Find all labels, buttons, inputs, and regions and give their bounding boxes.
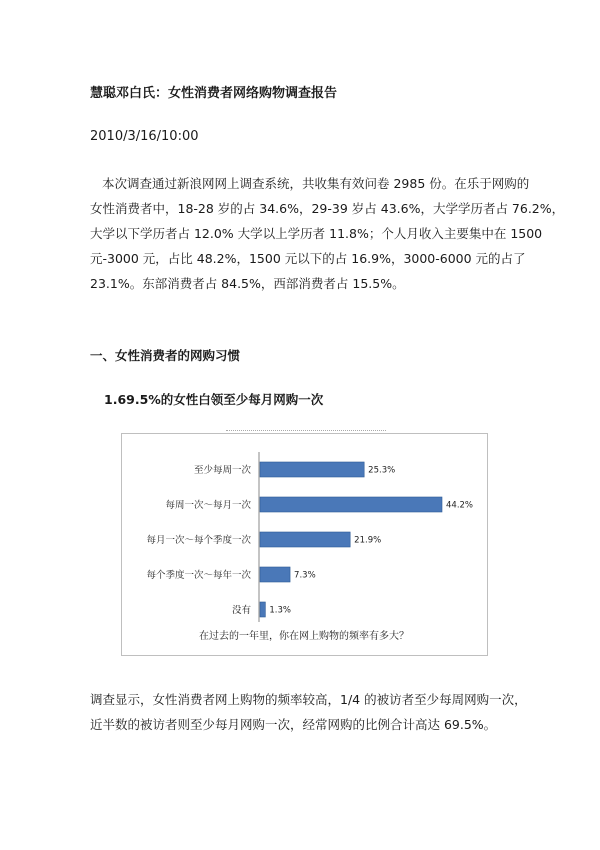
intro-line: 元-3000 元，占比 48.2%，1500 元以下的占 16.9%，3000-6000 元的占了 [90, 251, 526, 266]
bar [260, 532, 350, 547]
summary-paragraph [90, 687, 527, 737]
summary-line: 调查显示，女性消费者网上购物的频率较高，1/4 的被访者至少每周网购一次， [90, 692, 527, 707]
document-date: 2010/3/16/10:00 [90, 129, 199, 144]
section-heading: 一、女性消费者的网购习惯 [90, 348, 241, 363]
value-label: 7.3% [294, 570, 316, 581]
category-label: 每周一次～每月一次 [165, 500, 251, 511]
bar [260, 602, 265, 617]
category-label: 每个季度一次～每年一次 [146, 570, 251, 581]
category-label: 每月一次～每个季度一次 [146, 535, 251, 546]
sub-heading: 1.69.5%的女性白领至少每月网购一次 [104, 392, 324, 407]
intro-line: 本次调查通过新浪网网上调查系统，共收集有效问卷 2985 份。在乐于网购的 [102, 176, 530, 191]
document-title: 慧聪邓白氏：女性消费者网络购物调查报告 [90, 86, 338, 101]
intro-paragraph [90, 171, 565, 296]
chart-top-divider [226, 430, 386, 431]
bar [260, 462, 364, 477]
category-label: 没有 [231, 605, 251, 616]
value-label: 21.9% [354, 535, 382, 546]
intro-line: 大学以下学历者占 12.0% 大学以上学历者 11.8%；个人月收入主要集中在 1500 [90, 226, 543, 241]
frequency-chart [121, 433, 488, 656]
bar [260, 497, 442, 512]
summary-line: 近半数的被访者则至少每月网购一次，经常网购的比例合计高达 69.5%。 [90, 717, 497, 732]
chart-caption: 在过去的一年里，你在网上购物的频率有多大？ [199, 631, 409, 642]
value-label: 1.3% [269, 605, 291, 616]
frequency-chart-svg [122, 434, 487, 655]
value-label: 44.2% [446, 500, 474, 511]
intro-line: 女性消费者中，18-28 岁的占 34.6%，29-39 岁占 43.6%，大学学历者占 76.2%， [90, 201, 565, 216]
value-label: 25.3% [368, 465, 396, 476]
category-label: 至少每周一次 [193, 465, 251, 476]
intro-line: 23.1%。东部消费者占 84.5%，西部消费者占 15.5%。 [90, 276, 405, 291]
bar [260, 567, 290, 582]
